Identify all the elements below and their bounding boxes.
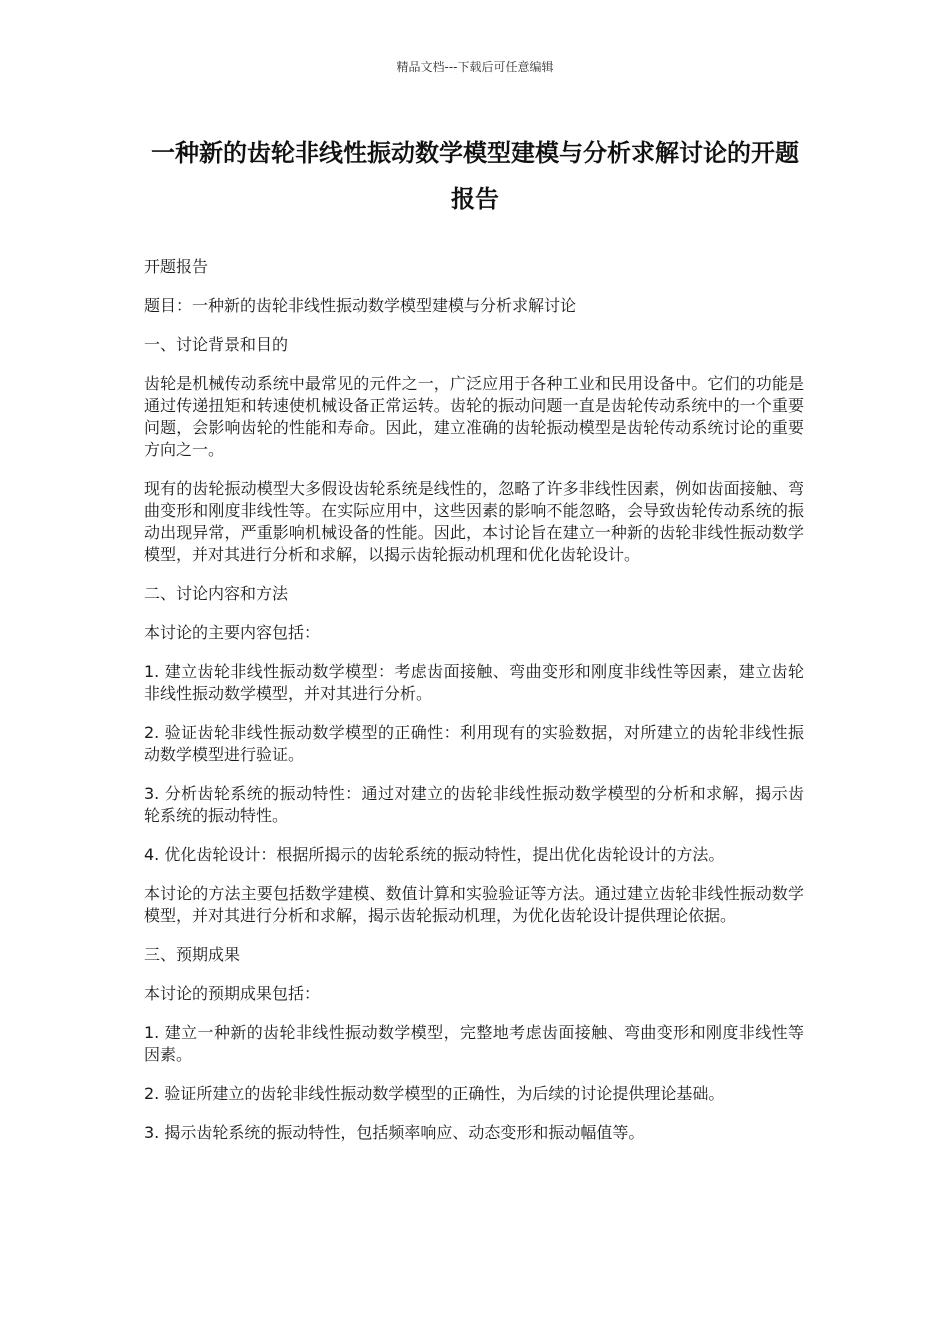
list-item: 3. 分析齿轮系统的振动特性：通过对建立的齿轮非线性振动数学模型的分析和求解，揭示齿轮系统的振动特性。 — [144, 784, 804, 825]
document-body — [144, 256, 804, 1161]
list-item: 4. 优化齿轮设计：根据所揭示的齿轮系统的振动特性，提出优化齿轮设计的方法。 — [144, 845, 725, 864]
paragraph: 现有的齿轮振动模型大多假设齿轮系统是线性的，忽略了许多非线性因素，例如齿面接触、弯曲变形和刚度非线性等。在实际应用中，这些因素的影响不能忽略，会导致齿轮传动系统的振动出现异常，严重影响机械设备的性能。因此，本讨论旨在建立一种新的齿轮非线性振动数学模型，并对其进行分析和求解，以揭示齿轮振动机理和优化齿轮设计。 — [144, 479, 804, 564]
list-item: 3. 揭示齿轮系统的振动特性，包括频率响应、动态变形和振动幅值等。 — [144, 1123, 645, 1142]
paragraph-report-label: 开题报告 — [144, 257, 209, 276]
section-heading-background: 一、讨论背景和目的 — [144, 335, 289, 354]
paragraph: 本讨论的方法主要包括数学建模、数值计算和实验验证等方法。通过建立齿轮非线性振动数学模型，并对其进行分析和求解，揭示齿轮振动机理，为优化齿轮设计提供理论依据。 — [144, 884, 804, 925]
list-item: 1. 建立一种新的齿轮非线性振动数学模型，完整地考虑齿面接触、弯曲变形和刚度非线性等因素。 — [144, 1023, 804, 1064]
paragraph: 齿轮是机械传动系统中最常见的元件之一，广泛应用于各种工业和民用设备中。它们的功能是通过传递扭矩和转速使机械设备正常运转。齿轮的振动问题一直是齿轮传动系统中的一个重要问题，会影响齿轮的性能和寿命。因此，建立准确的齿轮振动模型是齿轮传动系统讨论的重要方向之一。 — [144, 374, 804, 459]
paragraph: 本讨论的主要内容包括： — [144, 623, 321, 642]
paragraph: 本讨论的预期成果包括： — [144, 984, 321, 1003]
list-item: 2. 验证所建立的齿轮非线性振动数学模型的正确性，为后续的讨论提供理论基础。 — [144, 1084, 725, 1103]
list-item: 2. 验证齿轮非线性振动数学模型的正确性：利用现有的实验数据，对所建立的齿轮非线性振动数学模型进行验证。 — [144, 723, 804, 764]
section-heading-content: 二、讨论内容和方法 — [144, 584, 289, 603]
page-header: 精品文档---下载后可任意编辑 — [396, 60, 554, 74]
paragraph-topic: 题目：一种新的齿轮非线性振动数学模型建模与分析求解讨论 — [144, 296, 577, 315]
section-heading-results: 三、预期成果 — [144, 945, 241, 964]
list-item: 1. 建立齿轮非线性振动数学模型：考虑齿面接触、弯曲变形和刚度非线性等因素，建立齿轮非线性振动数学模型，并对其进行分析。 — [144, 662, 804, 703]
document-title: 一种新的齿轮非线性振动数学模型建模与分析求解讨论的开题报告 — [151, 139, 799, 213]
